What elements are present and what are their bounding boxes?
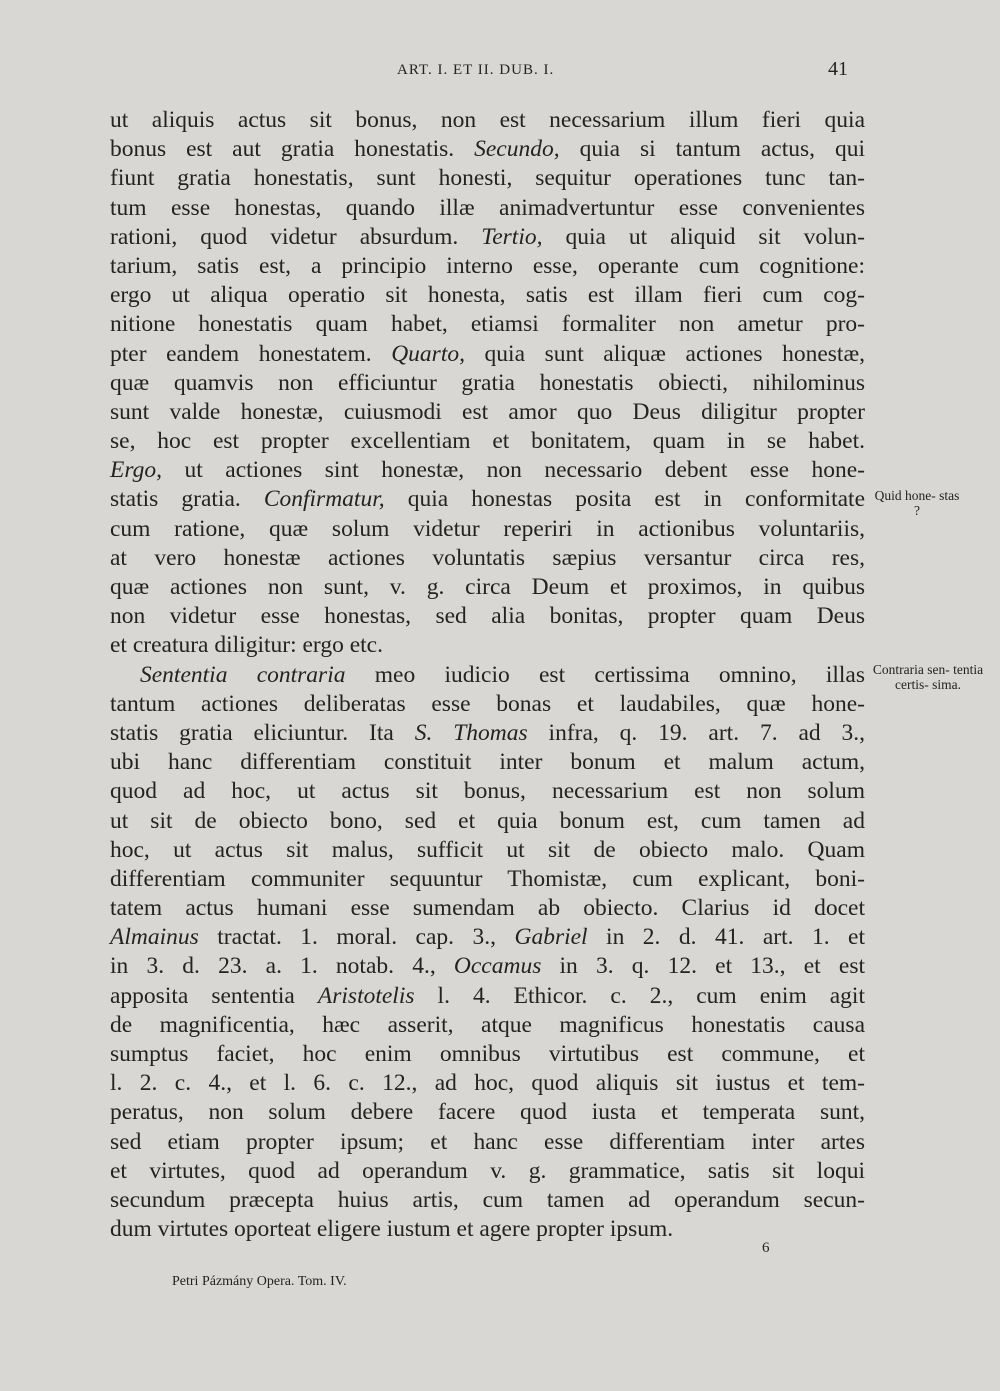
text-line: ut aliquis actus sit bonus, non est necessarium illum fieri quia [110,107,865,133]
text-line: statis gratia eliciuntur. Ita S. Thomas infra, q. 19. art. 7. ad 3., [110,719,865,746]
text-line: differentiam communiter sequuntur Thomistæ, cum explicant, boni- [110,865,865,892]
signature-mark: 6 [762,1240,770,1256]
text-line: pter eandem honestatem. Quarto, quia sunt aliquæ actiones honestæ, [110,340,865,367]
text-line: statis gratia. Confirmatur, quia honestas posita est in conformitate [110,486,866,513]
text-line: dum virtutes oporteat eligere iustum et agere propter ipsum. [110,1216,674,1243]
text-line: Ergo, ut actiones sint honestæ, non necessario debent esse hone- [110,457,865,484]
margin-note-quid-honestas: Quid hone- stas ? [874,488,960,518]
page-number: 41 [828,58,848,80]
text-line: et virtutes, quod ad operandum v. g. grammatice, satis sit loqui [110,1157,865,1184]
text-line: l. 2. c. 4., et l. 6. c. 12., ad hoc, quod aliquis sit iustus et tem- [110,1070,865,1097]
text-line: bonus est aut gratia honestatis. Secundo, quia si tantum actus, qui [110,136,865,163]
text-line: apposita sententia Aristotelis l. 4. Ethicor. c. 2., cum enim agit [110,982,865,1009]
text-line: Sententia contraria meo iudicio est certissima omnino, illas [140,661,866,688]
text-line: Almainus tractat. 1. moral. cap. 3., Gabriel in 2. d. 41. art. 1. et [110,924,865,951]
text-line: in 3. d. 23. a. 1. notab. 4., Occamus in 3. q. 12. et 13., et est [110,953,865,980]
text-line: hoc, ut actus sit malus, sufficit ut sit de obiecto malo. Quam [110,836,865,863]
text-line: sed etiam propter ipsum; et hanc esse differentiam inter artes [110,1128,865,1155]
text-line: secundum præcepta huius artis, cum tamen ad operandum secun- [110,1186,865,1213]
footer-text: Petri Pázmány Opera. Tom. IV. [172,1274,347,1289]
text-line: peratus, non solum debere facere quod iusta et temperata sunt, [110,1099,865,1126]
text-line: rationi, quod videtur absurdum. Tertio, quia ut aliquid sit volun- [110,223,865,250]
text-line: tarium, satis est, a principio interno esse, operante cum cognitione: [110,252,865,279]
text-line: de magnificentia, hæc asserit, atque magnificus honestatis causa [110,1011,865,1038]
text-line: fiunt gratia honestatis, sunt honesti, sequitur operationes tunc tan- [110,165,865,192]
running-title: ART. I. ET II. DUB. I. [397,62,555,78]
text-line: non videtur esse honestas, sed alia bonitas, propter quam Deus [110,603,865,630]
text-line: quæ actiones non sunt, v. g. circa Deum et proximos, in quibus [110,574,865,600]
text-line: ergo ut aliqua operatio sit honesta, satis est illam fieri cum cog- [110,282,865,309]
text-line: at vero honestæ actiones voluntatis sæpius versantur circa res, [110,544,865,571]
text-line: tantum actiones deliberatas esse bonas et laudabiles, quæ hone- [110,690,865,717]
text-line: quod ad hoc, ut actus sit bonus, necessarium est non solum [110,778,865,805]
body-text [110,106,865,1244]
text-line: quæ quamvis non efficiuntur gratia honestatis obiecti, nihilominus [110,369,865,396]
text-line: tum esse honestas, quando illæ animadvertuntur esse convenientes [110,194,865,221]
text-line: tatem actus humani esse sumendam ab obiecto. Clarius id docet [110,895,865,922]
text-line: et creatura diligitur: ergo etc. [110,632,383,659]
text-line: ubi hanc differentiam constituit inter bonum et malum actum, [110,749,865,776]
text-line: se, hoc est propter excellentiam et bonitatem, quam in se habet. [110,428,865,455]
text-line: nitione honestatis quam habet, etiamsi formaliter non ametur pro- [110,311,865,338]
text-line: sumptus faciet, hoc enim omnibus virtutibus est commune, et [110,1041,865,1067]
text-line: cum ratione, quæ solum videtur reperiri in actionibus voluntariis, [110,515,865,542]
text-line: sunt valde honestæ, cuiusmodi est amor quo Deus diligitur propter [110,398,865,425]
text-line: ut sit de obiecto bono, sed et quia bonum est, cum tamen ad [110,807,865,834]
margin-note-contraria-sententia: Contraria sen- tentia certis- sima. [872,662,984,692]
